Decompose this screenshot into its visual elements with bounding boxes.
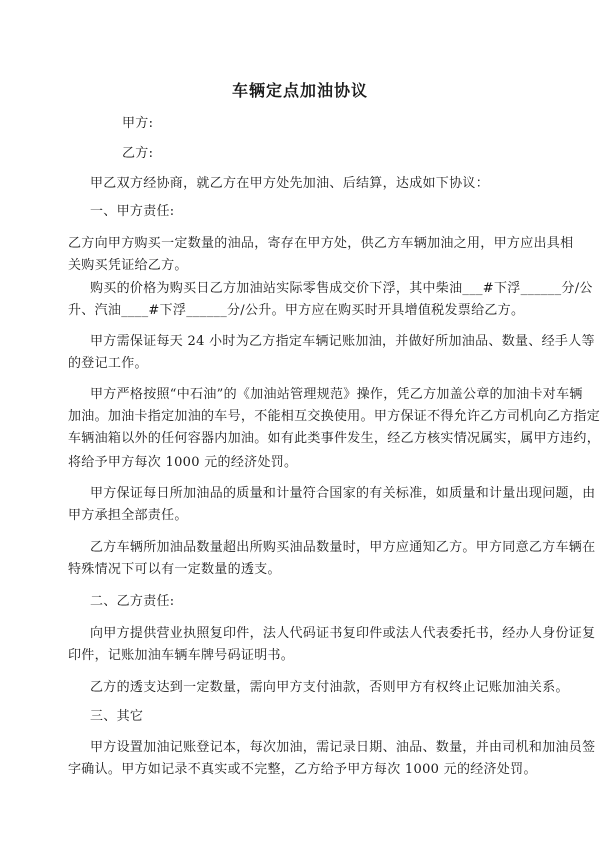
paragraph-line: 字确认。甲方如记录不真实或不完整，乙方给予甲方每次 1000 元的经济处罚。 <box>68 762 537 777</box>
document-title: 车辆定点加油协议 <box>231 81 368 100</box>
party-b-label: 乙方: <box>122 146 154 161</box>
paragraph-line: 向甲方提供营业执照复印件，法人代码证书复印件或法人代表委托书，经办人身份证复 <box>90 626 596 641</box>
section-heading-other: 三、其它 <box>90 709 144 724</box>
paragraph-line: 的登记工作。 <box>68 356 148 371</box>
paragraph-line: 甲方承担全部责任。 <box>68 508 188 523</box>
paragraph-line: 甲方需保证每天 24 小时为乙方指定车辆记账加油，并做好所加油品、数量、经手人等 <box>90 334 595 349</box>
paragraph-line: 甲方严格按照“中石油”的《加油站管理规范》操作，凭乙方加盖公章的加油卡对车辆 <box>90 387 583 402</box>
paragraph-line: 乙方的透支达到一定数量，需向甲方支付油款，否则甲方有权终止记账加油关系。 <box>90 680 569 695</box>
paragraph-line: 加油。加油卡指定加油的车号，不能相互交换使用。甲方保证不得允许乙方司机向乙方指定 <box>68 409 600 424</box>
paragraph-line: 特殊情况下可以有一定数量的透支。 <box>68 562 281 577</box>
intro-paragraph: 甲乙双方经协商，就乙方在甲方处先加油、后结算，达成如下协议： <box>90 176 490 191</box>
paragraph-line: 乙方车辆所加油品数量超出所购买油品数量时，甲方应通知乙方。甲方同意乙方车辆在 <box>90 540 596 555</box>
paragraph-line: 购买的价格为购买日乙方加油站实际零售成交价下浮，其中柴油___#下浮______分/公 <box>90 281 593 296</box>
party-a-label: 甲方: <box>122 116 154 131</box>
paragraph-line: 印件，记账加油车辆车牌号码证明书。 <box>68 648 295 663</box>
section-heading-party-b-duties: 二、乙方责任: <box>90 594 175 609</box>
paragraph-line: 甲方保证每日所加油品的质量和计量符合国家的有关标准，如质量和计量出现问题，由 <box>90 486 596 501</box>
paragraph-line: 车辆油箱以外的任何容器内加油。如有此类事件发生，经乙方核实情况属实，属甲方违约， <box>68 431 600 446</box>
paragraph-line: 甲方设置加油记账登记本，每次加油，需记录日期、油品、数量，并由司机和加油员签 <box>90 740 596 755</box>
paragraph-line: 升、汽油____#下浮______分/公升。甲方应在购买时开具增值税发票给乙方。 <box>68 303 525 318</box>
paragraph-line: 将给予甲方每次 1000 元的经济处罚。 <box>68 455 298 470</box>
section-heading-party-a-duties: 一、甲方责任: <box>90 204 175 219</box>
paragraph-line: 乙方向甲方购买一定数量的油品，寄存在甲方处，供乙方车辆加油之用，甲方应出具相 <box>68 236 574 251</box>
paragraph-line: 关购买凭证给乙方。 <box>68 258 188 273</box>
